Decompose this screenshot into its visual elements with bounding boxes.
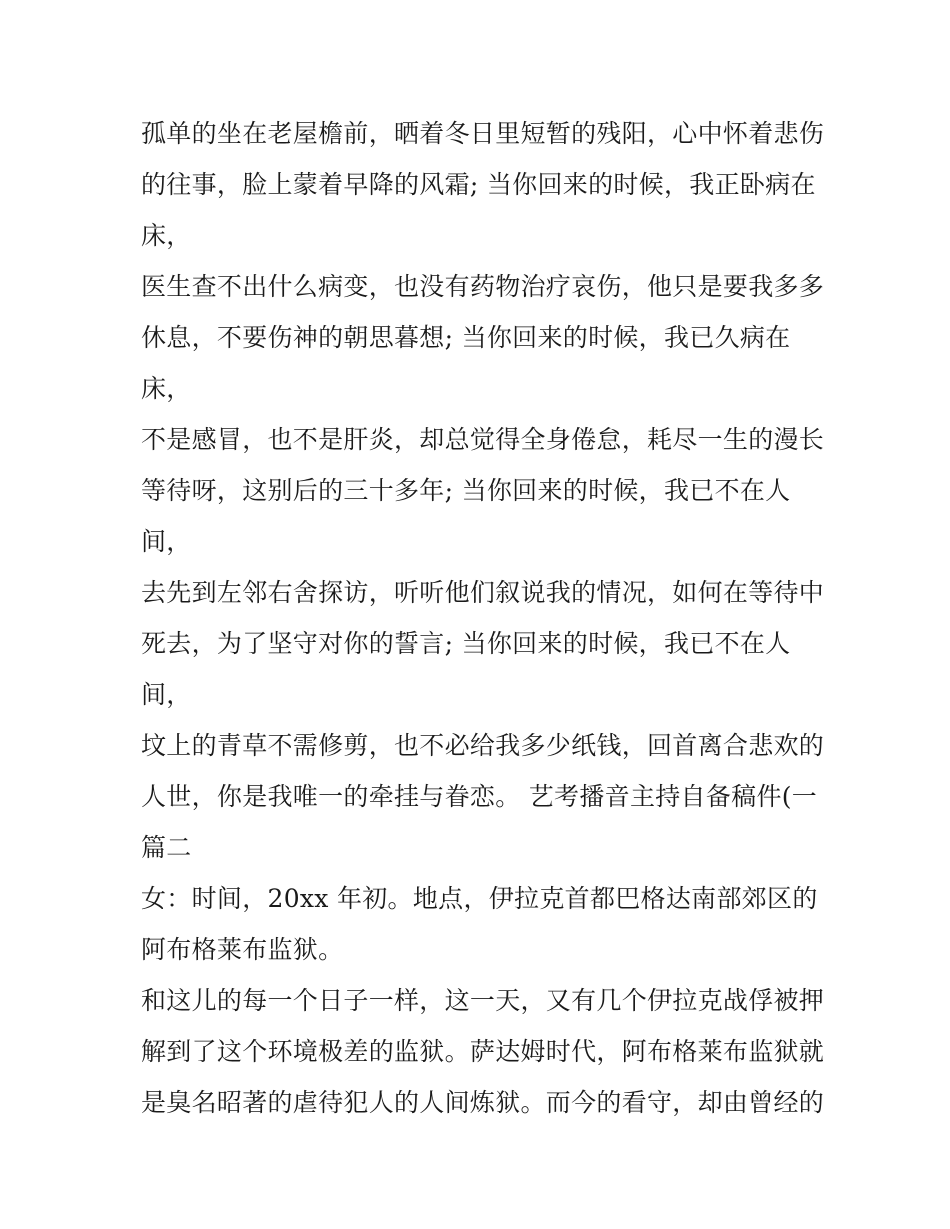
document-body [141,108,825,1128]
text-line: 床， [141,374,192,403]
text-line: 休息，不要伤神的朝思暮想; 当你回来的时候，我已久病在 [141,323,791,352]
text-line: 的往事，脸上蒙着早降的风霜; 当你回来的时候，我正卧病在 [141,170,816,199]
text-line: 间， [141,680,192,709]
text-line: 坟上的青草不需修剪，也不必给我多少纸钱，回首离合悲欢的 [141,731,825,760]
text-line: 女：时间，20xx 年初。地点，伊拉克首都巴格达南部郊区的 [141,884,818,913]
text-line: 孤单的坐在老屋檐前，晒着冬日里短暂的残阳，心中怀着悲伤 [141,119,825,148]
text-line: 间， [141,527,192,556]
text-line: 阿布格莱布监狱。 [141,935,344,964]
text-line: 医生查不出什么病变，也没有药物治疗哀伤，他只是要我多多 [141,272,825,301]
text-line: 死去，为了坚守对你的誓言; 当你回来的时候，我已不在人 [141,629,791,658]
text-line: 解到了这个环境极差的监狱。萨达姆时代，阿布格莱布监狱就 [141,1037,825,1066]
text-line: 不是感冒，也不是肝炎，却总觉得全身倦怠，耗尽一生的漫长 [141,425,825,454]
text-line: 人世，你是我唯一的牵挂与眷恋。 艺考播音主持自备稿件(一 [141,782,818,811]
text-line: 等待呀，这别后的三十多年; 当你回来的时候，我已不在人 [141,476,791,505]
text-line: 是臭名昭著的虐待犯人的人间炼狱。而今的看守，却由曾经的 [141,1088,825,1117]
text-line: 去先到左邻右舍探访，听听他们叙说我的情况，如何在等待中 [141,578,825,607]
text-line: 床， [141,221,192,250]
text-line: 和这儿的每一个日子一样，这一天，又有几个伊拉克战俘被押 [141,986,825,1015]
text-line: 篇二 [141,833,192,862]
